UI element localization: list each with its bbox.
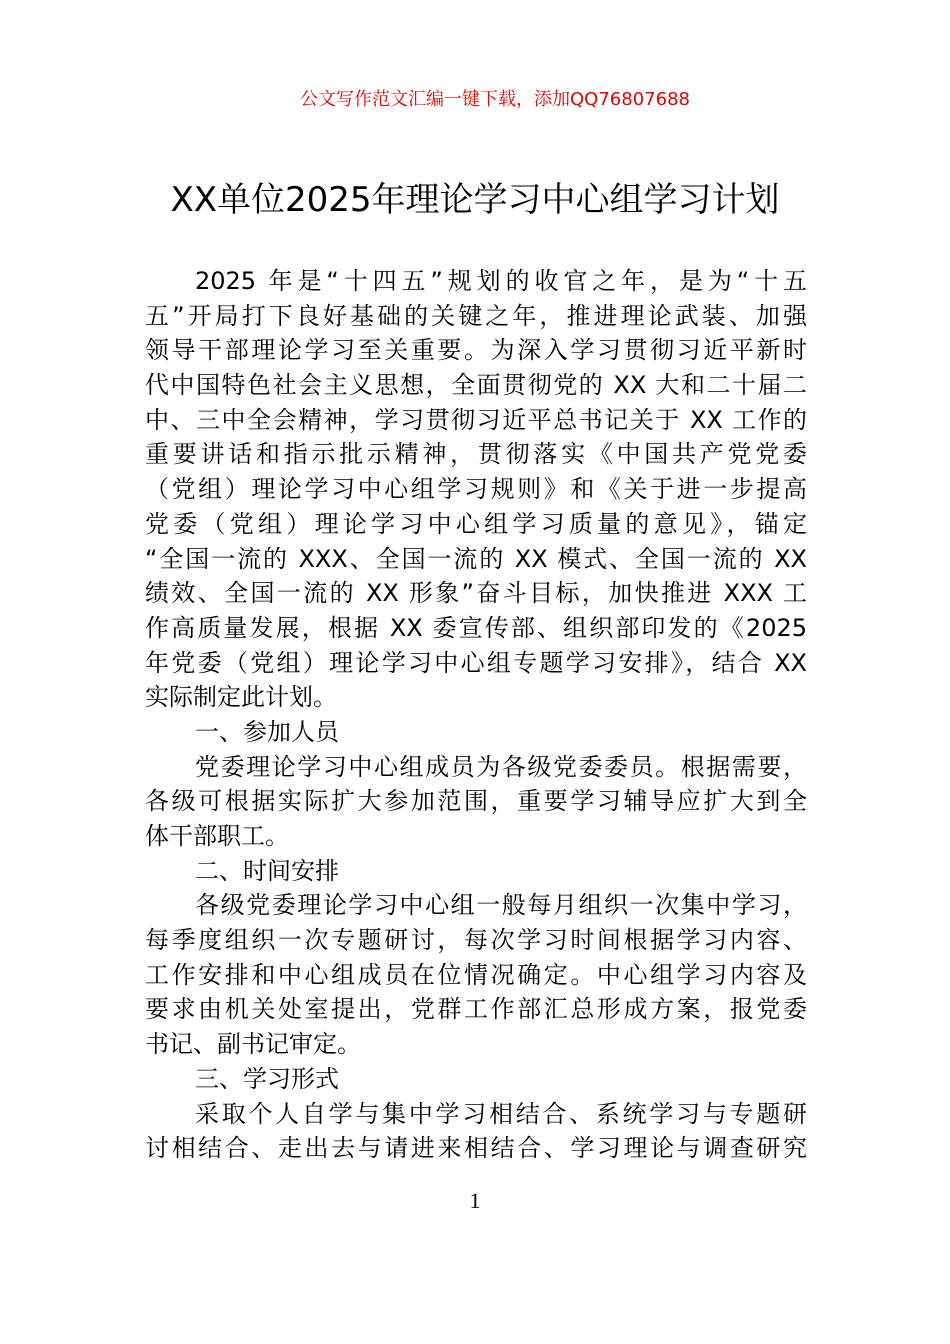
- section-heading: [145, 1062, 807, 1097]
- paragraph: [145, 264, 807, 715]
- text-line: 工作安排和中心组成员在位情况确定。中心组学习内容及: [145, 960, 807, 989]
- text-line: 各级党委理论学习中心组一般每月组织一次集中学习，: [195, 891, 807, 920]
- text-line: 党委（党组）理论学习中心组学习质量的意见》，锚定: [145, 509, 807, 538]
- paragraph: [145, 1097, 807, 1166]
- text-line: 二、时间安排: [195, 856, 339, 885]
- paragraph: [145, 750, 807, 854]
- text-line: “全国一流的 XXX、全国一流的 XX 模式、全国一流的 XX: [145, 544, 807, 573]
- text-line: 领导干部理论学习至关重要。为深入学习贯彻习近平新时: [145, 336, 807, 365]
- document-title: XX单位2025年理论学习中心组学习计划: [170, 180, 780, 220]
- text-line: 采取个人自学与集中学习相结合、系统学习与专题研: [195, 1099, 807, 1128]
- page-number: 1: [469, 1188, 481, 1213]
- document-body: [145, 264, 807, 1166]
- paragraph: [145, 888, 807, 1061]
- text-line: 体干部职工。: [145, 822, 289, 850]
- text-line: 五”开局打下良好基础的关键之年，推进理论武装、加强: [145, 301, 807, 330]
- text-line: 2025 年是“十四五”规划的收官之年，是为“十五: [195, 267, 807, 295]
- text-line: 党委理论学习中心组成员为各级党委委员。根据需要，: [195, 752, 807, 781]
- text-line: 书记、副书记审定。: [145, 1030, 361, 1059]
- text-line: 要求由机关处室提出，党群工作部汇总形成方案，报党委: [145, 995, 807, 1024]
- text-line: 讨相结合、走出去与请进来相结合、学习理论与调查研究: [145, 1134, 807, 1163]
- text-line: 每季度组织一次专题研讨，每次学习时间根据学习内容、: [145, 926, 807, 955]
- section-heading: [145, 715, 807, 750]
- watermark-header: 公文写作范文汇编一键下载，添加QQ76807688: [300, 89, 690, 110]
- text-line: （党组）理论学习中心组学习规则》和《关于进一步提高: [145, 475, 807, 504]
- text-line: 重要讲话和指示批示精神，贯彻落实《中国共产党党委: [145, 440, 807, 469]
- text-line: 中、三中全会精神，学习贯彻习近平总书记关于 XX 工作的: [145, 405, 807, 434]
- text-line: 各级可根据实际扩大参加范围，重要学习辅导应扩大到全: [145, 787, 807, 816]
- text-line: 年党委（党组）理论学习中心组专题学习安排》，结合 XX: [145, 648, 807, 677]
- text-line: 实际制定此计划。: [145, 683, 337, 712]
- text-line: 绩效、全国一流的 XX 形象”奋斗目标，加快推进 XXX 工: [145, 579, 807, 608]
- text-line: 一、参加人员: [195, 717, 339, 746]
- text-line: 代中国特色社会主义思想，全面贯彻党的 XX 大和二十届二: [145, 371, 807, 400]
- text-line: 三、学习形式: [195, 1064, 339, 1093]
- text-line: 作高质量发展，根据 XX 委宣传部、组织部印发的《2025: [145, 613, 807, 642]
- section-heading: [145, 854, 807, 889]
